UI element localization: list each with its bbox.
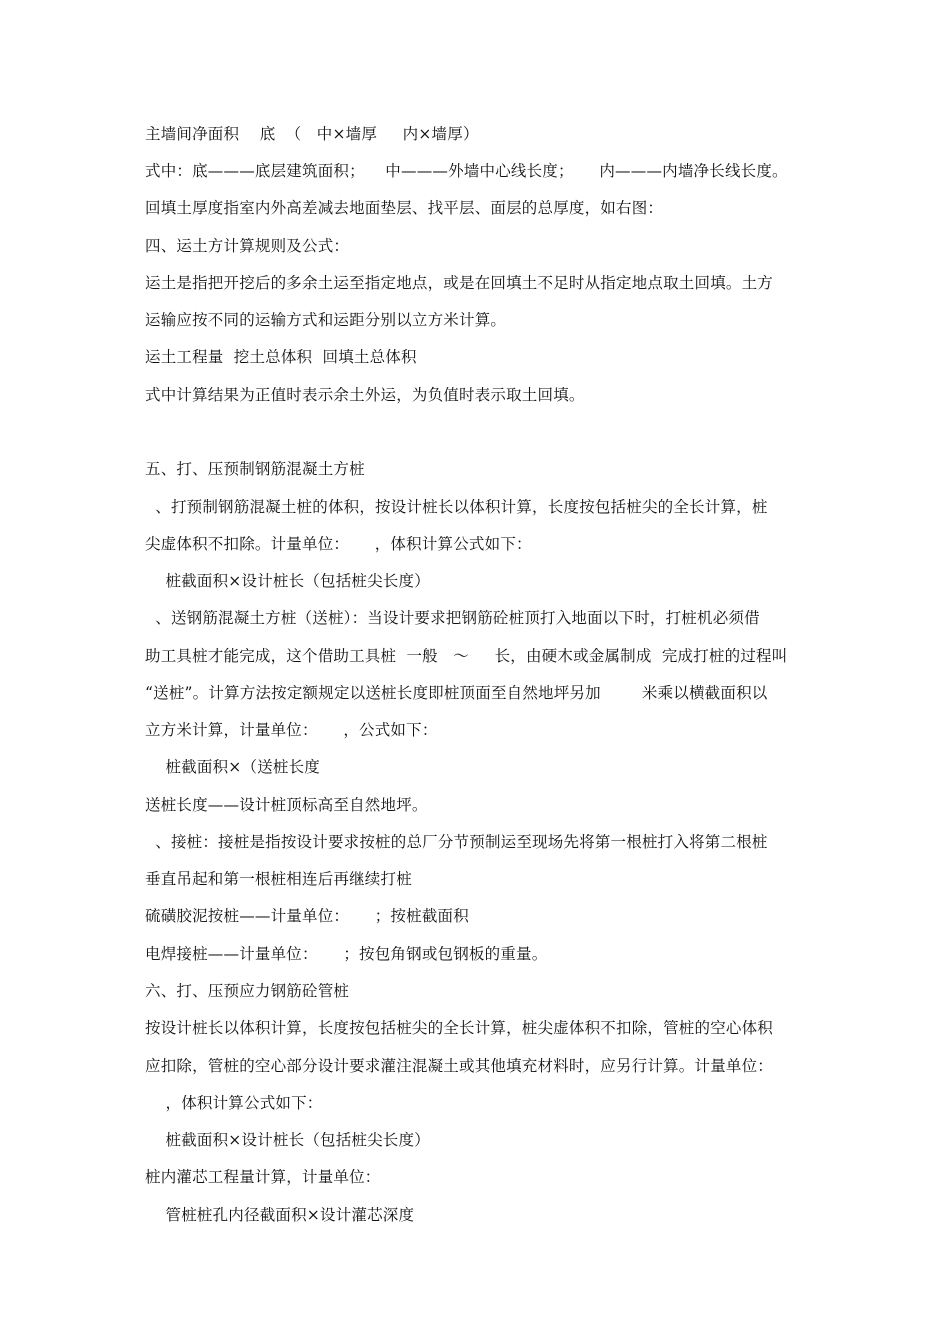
text-line-transport-def-cont: 运输应按不同的运输方式和运距分别以立方米计算。 <box>145 311 507 329</box>
text-line-pipe-pile-cont2: ，体积计算公式如下： <box>145 1094 323 1112</box>
text-line-core-fill: 桩内灌芯工程量计算，计量单位： <box>145 1168 381 1186</box>
formula-pile-volume: 桩截面积×设计桩长（包括桩尖长度） <box>145 572 430 590</box>
text-line-sulfur-joint: 硫磺胶泥按桩——计量单位： ；按桩截面积 <box>145 907 469 925</box>
formula-core-fill: 管桩桩孔内径截面积×设计灌芯深度 <box>145 1206 415 1224</box>
section-heading-4: 四、运土方计算规则及公式： <box>145 237 350 255</box>
section-heading-6: 六、打、压预应力钢筋砼管桩 <box>145 982 350 1000</box>
text-line-send-pile-cont1: 助工具桩才能完成，这个借助工具桩 一般 ～ 长，由硬木或金属制成 完成打桩的过程叫 <box>145 647 788 665</box>
text-line-send-pile-cont2: “送桩”。计算方法按定额规定以送桩长度即桩顶面至自然地坪另加 米乘以横截面积以 <box>145 684 768 702</box>
text-line-formula-note: 式中：底———底层建筑面积； 中———外墙中心线长度； 内———内墙净长线长度。 <box>145 162 788 180</box>
text-line-pile-joint: 、接桩：接桩是指按设计要求按桩的总厂分节预制运至现场先将第一根桩打入将第二根桩 <box>145 833 768 851</box>
text-line-send-pile-cont3: 立方米计算，计量单位： ，公式如下： <box>145 721 438 739</box>
text-line-send-pile: 、送钢筋混凝土方桩（送桩）：当设计要求把钢筋砼桩顶打入地面以下时，打桩机必须借 <box>145 609 760 627</box>
text-line-transport-result: 式中计算结果为正值时表示余土外运，为负值时表示取土回填。 <box>145 386 585 404</box>
section-heading-5: 五、打、压预制钢筋混凝土方桩 <box>145 460 365 478</box>
text-line-pipe-pile-cont1: 应扣除，管桩的空心部分设计要求灌注混凝土或其他填充材料时，应另行计算。计量单位： <box>145 1057 774 1075</box>
text-line-send-pile-length: 送桩长度——设计桩顶标高至自然地坪。 <box>145 796 428 814</box>
text-line-pile-volume-cont: 尖虚体积不扣除。计量单位： ，体积计算公式如下： <box>145 535 532 553</box>
formula-send-pile: 桩截面积×（送桩长度 <box>145 758 320 776</box>
formula-pipe-pile: 桩截面积×设计桩长（包括桩尖长度） <box>145 1131 430 1149</box>
text-line-pile-joint-cont: 垂直吊起和第一根桩相连后再继续打桩 <box>145 870 412 888</box>
text-line-backfill-thickness: 回填土厚度指室内外高差减去地面垫层、找平层、面层的总厚度，如右图： <box>145 199 664 217</box>
text-line-pile-volume: 、打预制钢筋混凝土桩的体积，按设计桩长以体积计算，长度按包括桩尖的全长计算，桩 <box>145 498 768 516</box>
text-line-weld-joint: 电焊接桩——计量单位： ；按包角钢或包钢板的重量。 <box>145 945 548 963</box>
text-line-wall-net-area: 主墙间净面积 底 （ 中×墙厚 内×墙厚） <box>145 125 479 143</box>
text-line-transport-formula: 运土工程量 挖土总体积 回填土总体积 <box>145 348 417 366</box>
text-line-transport-def: 运土是指把开挖后的多余土运至指定地点，或是在回填土不足时从指定地点取土回填。土方 <box>145 274 774 292</box>
text-line-pipe-pile: 按设计桩长以体积计算，长度按包括桩尖的全长计算，桩尖虚体积不扣除，管桩的空心体积 <box>145 1019 774 1037</box>
